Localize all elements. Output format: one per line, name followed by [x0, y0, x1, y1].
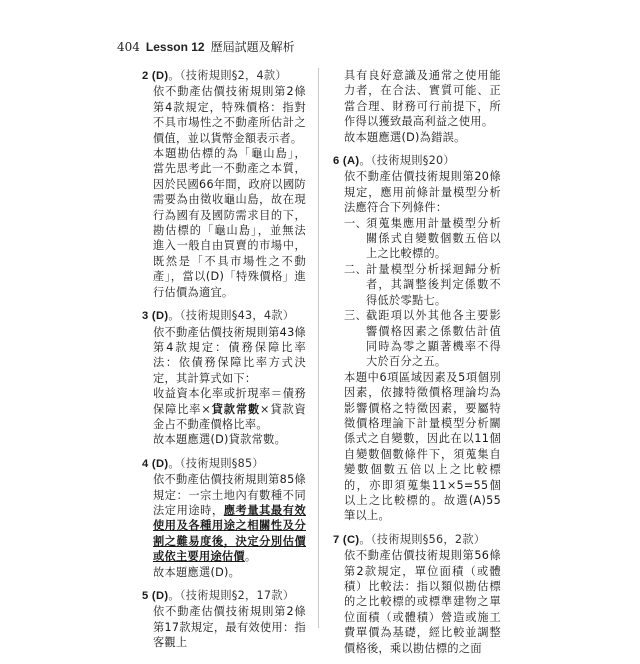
answer-label: 4 (D)	[142, 457, 169, 470]
condition-marker: 二、	[344, 262, 367, 276]
explanation-text: 依不動產估價技術規則第43條第4款規定：債務保障比率法：依債務保障比率方式決定，其計算式如下：	[153, 325, 306, 385]
condition-marker: 三、	[344, 309, 367, 323]
question-heading	[142, 456, 306, 472]
explanation-text	[153, 472, 306, 564]
question-heading	[142, 588, 306, 604]
left-column	[142, 68, 306, 659]
rule-reference: 。（技術規則§2，4款）	[168, 69, 287, 82]
rule-reference: 。（技術規則§2，17款）	[168, 589, 295, 602]
rule-reference: 。（技術規則§85）	[168, 456, 264, 470]
answer-label: 6 (A)	[333, 155, 360, 168]
question-4	[142, 456, 306, 580]
question-2	[142, 68, 306, 300]
rule-reference: 。（技術規則§56，2款）	[359, 532, 486, 546]
answer-label: 7 (C)	[333, 533, 360, 546]
condition-item	[333, 308, 501, 370]
question-5-continued	[333, 68, 501, 145]
condition-text: 截距項以外其他各主要影響價格因素之係數估計值同時為零之顯著機率不得大於百分之五。	[366, 309, 501, 369]
explanation-text: 故本題應選(D)貸款常數。	[153, 433, 287, 447]
lesson-label: Lesson 12	[145, 40, 205, 54]
page-number: 404	[117, 40, 140, 54]
explanation-text: 故本題應選(D)。	[153, 565, 241, 579]
question-heading	[142, 308, 306, 324]
explanation-text: 本題中6項區域因素及5項個別因素，依據特徵價格理論均為影響價格之特徵因素，要屬特徵價格理論下計量模型分析關係式之自變數，因此在以11個自變數個數條件下，須蒐集自變數個數五倍以上之比較標的，亦即須蒐集11×5=55個以上之比較標的。故選(A)55筆以上。	[344, 370, 501, 523]
formula-part: 收益資本化率或折現率＝債務保障比率×	[153, 387, 306, 416]
text-part: 。	[244, 550, 257, 564]
rule-reference: 。（技術規則§20）	[359, 154, 455, 168]
rule-reference: 。（技術規則§43，4款）	[168, 309, 295, 323]
explanation-text: 依不動產估價技術規則第2條第17款規定，最有效使用：指客觀上	[153, 605, 306, 650]
condition-marker: 一、	[344, 216, 367, 230]
explanation-text: 故本題應選(D)為錯誤。	[344, 130, 466, 144]
explanation-text: 具有良好意識及通常之使用能力者，在合法、實質可能、正當合理、財務可行前提下，所作得以獲致最高利益之使用。	[344, 69, 501, 129]
chapter-title: 歷屆試題及解析	[210, 40, 295, 54]
explanation-text: 依不動產估價技術規則第2條第4款規定，特殊價格：指對不具市場性之不動產所估計之價值，並以貨幣金額表示者。	[153, 85, 306, 145]
question-heading	[333, 153, 501, 169]
answer-label: 3 (D)	[142, 310, 169, 323]
question-6	[333, 153, 501, 524]
right-column	[333, 68, 501, 664]
question-heading	[142, 68, 306, 84]
explanation-text: 依不動產估價技術規則第20條規定，應用前條計量模型分析法應符合下列條件：	[344, 170, 501, 215]
condition-text: 須蒐集應用計量模型分析關係式自變數個數五倍以上之比較標的。	[366, 216, 501, 261]
answer-label: 2 (D)	[142, 70, 169, 82]
answer-label: 5 (D)	[142, 590, 169, 602]
formula-text	[153, 386, 306, 432]
highlighted-text: 應考量其最有效使用及各種用途之相關性及分割之難易度後，決定分別估價或依主要用途估價	[153, 503, 306, 564]
question-heading	[333, 532, 501, 548]
explanation-text: 本題勘估標的為「龜山島」，當先思考此一不動產之本質，因於民國66年間，政府以國防需要為由徵收龜山島，故在現行為國有及國防需求目的下，勘估標的「龜山島」，並無法進入一般自由買賣的市場中，既然是「不具市場性之不動產」，當以(D)「特殊價格」進行估價為適宜。	[153, 147, 306, 299]
column-divider	[318, 68, 319, 628]
question-3	[142, 308, 306, 448]
condition-item	[333, 262, 501, 308]
explanation-text: 依不動產估價技術規則第56條第2款規定，單位面積（或體積）比較法：指以類似勘估標的之比較標的或標準建物之單位面積（或體積）營造或施工費單價為基礎，經比較並調整價格後，乘以勘估標的之面	[344, 549, 501, 655]
question-5	[142, 588, 306, 651]
condition-text: 計量模型分析採迴歸分析者，其調整後判定係數不得低於零點七。	[366, 262, 501, 307]
question-7	[333, 532, 501, 656]
formula-part: ×貸款資金占不動產價格比率。	[153, 402, 307, 431]
condition-item	[333, 216, 501, 262]
page-header	[117, 38, 295, 55]
formula-emphasis: 貸款常數	[211, 402, 261, 416]
text-part: 依不動產估價技術規則第85條規定：一宗土地內有數種不同法定用途時，	[153, 473, 306, 517]
